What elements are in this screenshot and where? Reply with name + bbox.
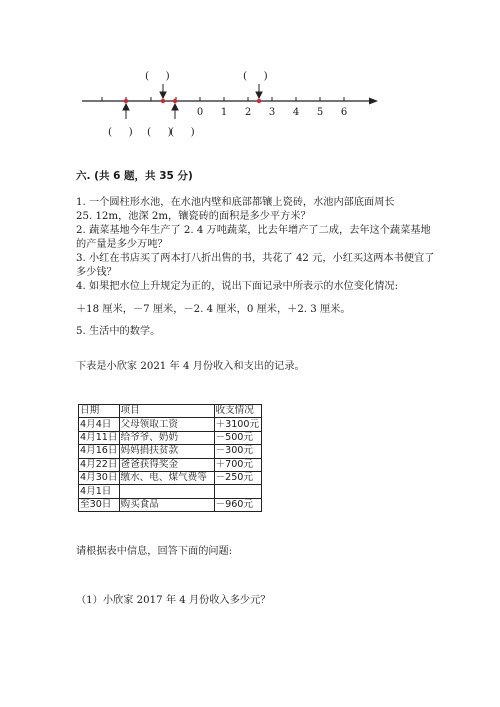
red-point-marker [161,99,165,103]
red-point-marker [257,99,261,103]
tick-label: 3 [268,107,276,118]
question-4-values: ＋18 厘米，－7 厘米，－2. 4 厘米，0 厘米，＋2. 3 厘米。 [76,304,351,315]
table-cell [119,485,214,498]
question-4-line-1: 4. 如果把水位上升规定为正的，说出下面记录中所表示的水位变化情况: [76,281,399,292]
table-cell: 4月16日 [80,445,118,457]
table-cell: 4月30日 [80,472,118,484]
table-row [79,498,262,511]
table-row [79,485,262,498]
table-header-cell: 收支情况 [214,405,261,418]
tick-label: 5 [316,107,324,118]
table-cell: ＋3100元 [215,418,260,430]
table-cell: －300元 [214,445,261,458]
answer-blank: ( ) [243,70,271,82]
table-intro: 下表是小欣家 2021 年 4 月份收入和支出的记录。 [76,361,305,372]
red-point-marker [173,99,177,103]
table-cell: 4月11日 [80,431,118,443]
table-cell: 给爷爷、奶奶 [119,431,214,444]
question-2-line-1: 2. 蔬菜基地今年生产了 2. 4 万吨蔬菜，比去年增产了二成，去年这个蔬菜基地 [76,225,431,236]
question-3-line-2: 多少钱？ [76,267,117,278]
table-cell: 至30日 [79,498,120,511]
answer-blank: ( ) [145,70,173,82]
sub-question-1: （1）小欣家 2017 年 4 月份收入多少元？ [76,595,271,606]
table-cell: ＋700元 [214,458,261,471]
number-line-arrowhead [369,98,378,105]
answer-blank: ( ) [147,126,175,138]
question-3-line-1: 3. 小红在书店买了两本打八折出售的书，共花了 42 元，小红买这两本书便宜了 [76,253,435,264]
table-row [79,458,262,471]
table-cell: 妈妈捐扶贫款 [119,445,214,458]
table-cell: －500元 [214,431,261,444]
red-point-marker [124,99,128,103]
tick-label: 6 [340,107,348,118]
table-cell: 4月22日 [80,458,118,470]
tick-label: 4 [292,107,300,118]
question-5: 5. 生活中的数学。 [76,326,161,337]
tick-label: 1 [220,107,228,118]
tick-label: 2 [244,107,252,118]
table-row [79,445,262,458]
table-header-cell: 日期 [79,405,120,418]
table-cell [214,485,261,498]
table-cell: 缴水、电、煤气费等 [119,471,214,484]
table-cell: 4月1日 [79,485,120,498]
income-expense-table [78,404,262,512]
section-title: 六. (共 6 题，共 35 分) [76,170,193,182]
table-header-row [79,405,262,418]
answer-blank: ( ) [108,126,136,138]
table-header-cell: 项目 [119,405,214,418]
answer-blank: ( ) [170,126,198,138]
question-1-line-1: 1. 一个圆柱形水池，在水池内壁和底部都镶上瓷砖，水池内部底面周长 [76,197,395,208]
tick-label: 0 [196,107,204,118]
table-followup-instruction: 请根据表中信息，回答下面的问题: [76,546,233,557]
question-1-line-2: 25. 12m，池深 2m，镶瓷砖的面积是多少平方米？ [76,211,311,222]
table-cell: 购买食品 [119,498,214,511]
table-cell: 爸爸获得奖金 [119,458,214,471]
table-cell: 4月4日 [79,418,120,431]
table-row [79,418,262,431]
table-cell: －250元 [214,471,261,484]
table-cell: 父母领取工资 [119,418,214,431]
table-row [79,471,262,484]
table-cell: －960元 [214,498,261,511]
question-2-line-2: 的产量是多少万吨？ [76,239,168,250]
table-row [79,431,262,444]
